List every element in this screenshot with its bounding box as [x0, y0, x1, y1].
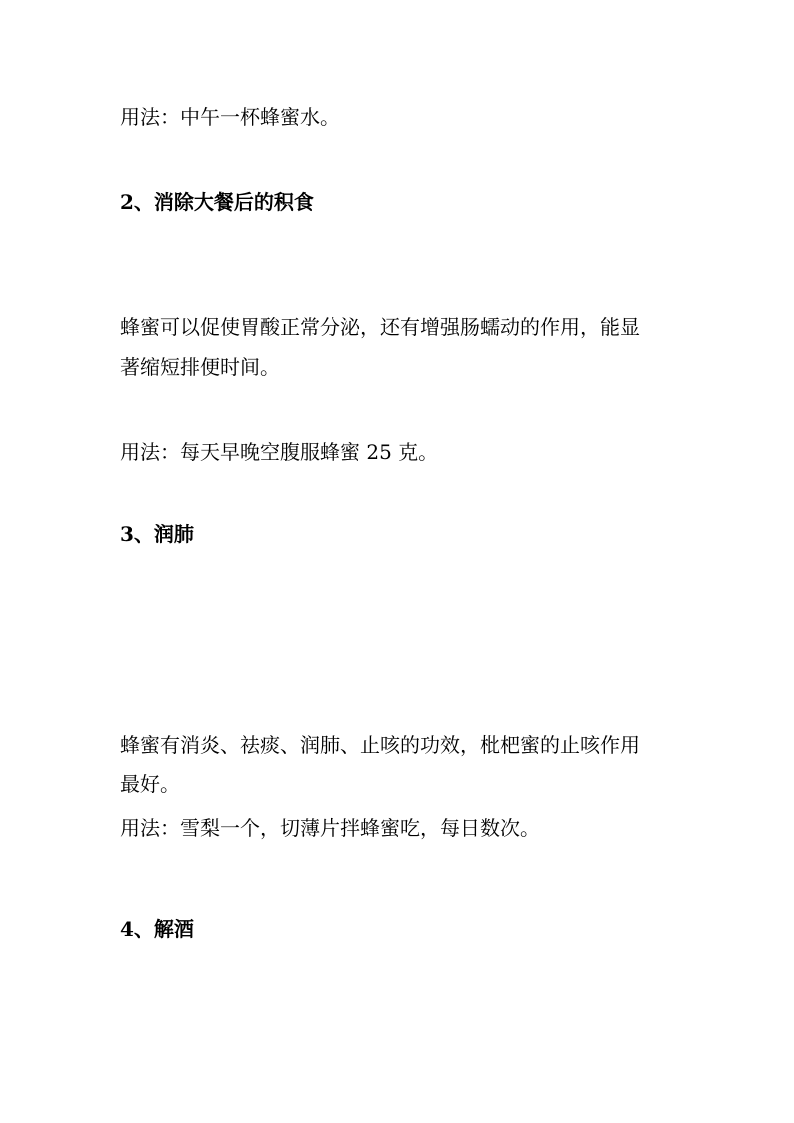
paragraph-digestion-line-2: 著缩短排便时间。 — [120, 355, 280, 379]
section-heading-lungs: 3、润肺 — [120, 522, 194, 546]
usage-line-honey-water: 用法：中午一杯蜂蜜水。 — [120, 105, 340, 129]
section-heading-digestion: 2、消除大餐后的积食 — [120, 190, 314, 214]
usage-line-morning-evening: 用法：每天早晚空腹服蜂蜜 25 克。 — [120, 440, 439, 464]
section-heading-hangover: 4、解酒 — [120, 917, 194, 941]
paragraph-lungs-line-2: 最好。 — [120, 772, 180, 796]
paragraph-lungs-line-1: 蜂蜜有消炎、祛痰、润肺、止咳的功效，枇杷蜜的止咳作用 — [120, 733, 640, 757]
usage-line-pear: 用法：雪梨一个，切薄片拌蜂蜜吃，每日数次。 — [120, 816, 540, 840]
paragraph-digestion-line-1: 蜂蜜可以促使胃酸正常分泌，还有增强肠蠕动的作用，能显 — [120, 315, 640, 339]
